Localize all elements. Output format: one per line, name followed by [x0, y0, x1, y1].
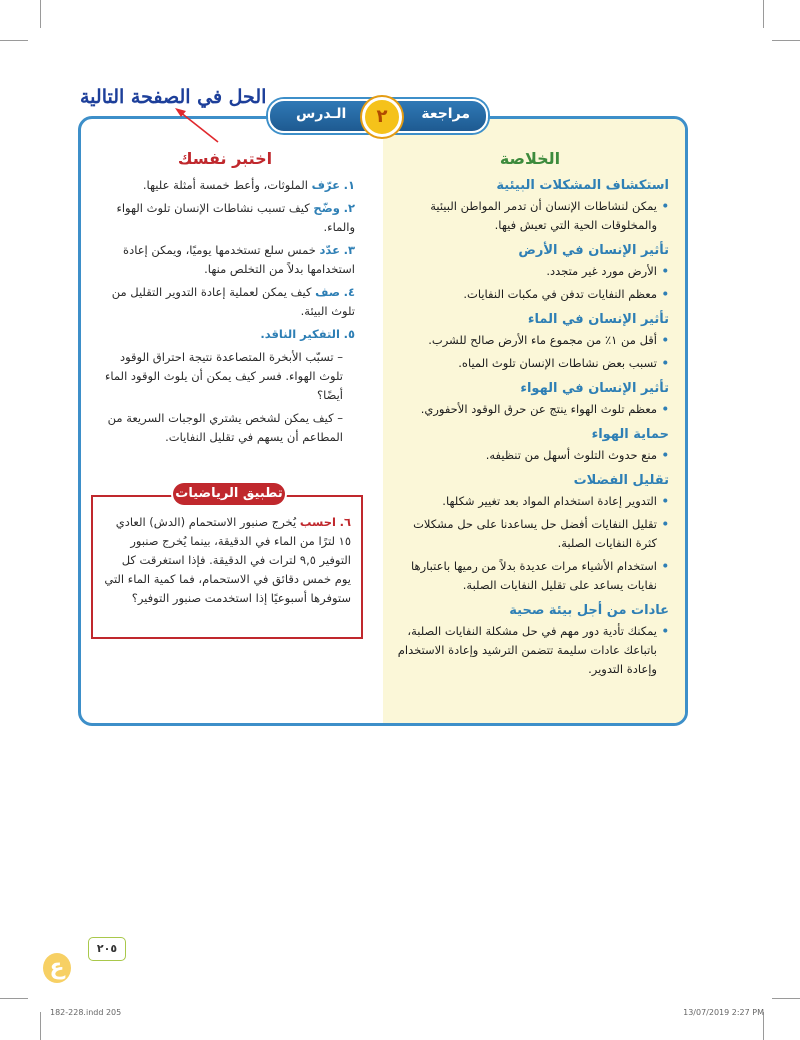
summary-list: [391, 197, 669, 235]
bullet-icon: •: [661, 264, 669, 278]
summary-heading: تأثير الإنسان في الهواء: [520, 381, 669, 396]
crop-mark: [40, 0, 41, 28]
question-keyword: صف: [315, 285, 340, 299]
summary-item-text: معظم تلوث الهواء ينتج عن حرق الوقود الأحفوري.: [420, 402, 657, 416]
summary-title: الخلاصة: [499, 149, 561, 168]
math-number: ٦.: [339, 515, 351, 529]
summary-heading: تأثير الإنسان في الماء: [527, 312, 669, 327]
test-question: [95, 241, 355, 279]
math-keyword: احسب: [299, 515, 336, 529]
summary-item: [391, 285, 669, 304]
summary-item: [391, 446, 669, 465]
bullet-icon: •: [661, 402, 669, 416]
summary-list: [391, 331, 669, 373]
critical-thinking: [95, 348, 355, 447]
summary-item-text: تسبب بعض نشاطات الإنسان تلوث المياه.: [458, 356, 657, 370]
crop-mark: [772, 998, 800, 999]
question-number: ٤.: [343, 285, 355, 299]
test-column: [95, 149, 355, 451]
lesson-number: ٢: [362, 97, 402, 137]
test-title: اختبر نفسك: [177, 149, 273, 168]
summary-item: [391, 354, 669, 373]
question-keyword: وضّح: [313, 201, 340, 215]
summary-item-text: تقليل النفايات أفضل حل يساعدنا على حل مشكلات كثرة النفايات الصلبة.: [413, 517, 657, 550]
question-text: الملوثات، وأعط خمسة أمثلة عليها.: [142, 178, 312, 192]
question-text: كيف تسبب نشاطات الإنسان تلوث الهواء والماء.: [116, 201, 355, 234]
summary-item: [391, 492, 669, 511]
crop-mark: [772, 40, 800, 41]
test-question: [95, 325, 355, 344]
critical-question: – تسبّب الأبخرة المتصاعدة نتيجة احتراق الوقود تلوث الهواء. فسر كيف يمكن أن يلوث الوقود الماء أيضًا؟: [105, 350, 343, 402]
bullet-icon: •: [661, 287, 669, 301]
solution-note: الحل في الصفحة التالية: [80, 86, 267, 108]
critical-question: – كيف يمكن لشخص يشتري الوجبات السريعة من المطاعم أن يسهم في تقليل النفايات.: [107, 411, 343, 444]
bullet-icon: •: [661, 517, 669, 531]
review-label: مراجعة: [421, 106, 470, 122]
question-text: خمس سلع تستخدمها يوميًا، ويمكن إعادة استخدامها بدلاً من التخلص منها.: [123, 243, 355, 276]
crop-mark: [0, 40, 28, 41]
bullet-icon: •: [661, 448, 669, 462]
question-keyword: عدّد: [319, 243, 340, 257]
test-question: [95, 283, 355, 321]
page-number: ٢٠٥: [88, 937, 126, 961]
summary-item-text: أقل من ١٪ من مجموع ماء الأرض صالح للشرب.: [428, 333, 657, 347]
test-question: [95, 176, 355, 195]
summary-sections: [391, 176, 669, 679]
publisher-logo-icon: ع: [43, 953, 71, 983]
math-text: يُخرج صنبور الاستحمام (الدش) العادي ١٥ لترًا من الماء في الدقيقة، بينما يُخرج صنبور التوفير ٩,٥ لترات في الدقيقة. فإذا استغرقت كل يوم خمس دقائق في الاستحمام، فما كمية الماء التي ستوفرها أسبوعيًا إذا استخدمت صنبور التوفير؟: [104, 515, 351, 605]
question-number: ٢.: [343, 201, 355, 215]
summary-item-text: يمكنك تأدية دور مهم في حل مشكلة النفايات الصلبة، باتباعك عادات سليمة تتضمن الترشيد وإعادة الاستخدام وإعادة التدوير.: [397, 624, 657, 676]
summary-item: [391, 515, 669, 553]
question-number: ٥.: [343, 327, 355, 341]
footer-date: 13/07/2019 2:27 PM: [683, 1008, 764, 1017]
question-number: ٣.: [343, 243, 355, 257]
summary-item-text: الأرض مورد غير متجدد.: [546, 264, 657, 278]
summary-heading: حماية الهواء: [591, 427, 669, 442]
bullet-icon: •: [661, 494, 669, 508]
summary-list: [391, 262, 669, 304]
summary-list: [391, 446, 669, 465]
question-keyword: التفكير الناقد.: [260, 327, 340, 341]
bullet-icon: •: [661, 559, 669, 573]
summary-item: [391, 331, 669, 350]
bullet-icon: •: [661, 199, 669, 213]
math-application-box: [91, 486, 363, 639]
summary-item-text: معظم النفايات تدفن في مكبات النفايات.: [463, 287, 657, 301]
summary-heading: عادات من أجل بيئة صحية: [509, 603, 669, 618]
lesson-review-badge: [268, 99, 488, 133]
summary-item-text: التدوير إعادة استخدام المواد بعد تغيير شكلها.: [442, 494, 657, 508]
summary-heading: تقليل الفضلات: [573, 473, 669, 488]
summary-item: [391, 400, 669, 419]
summary-item-text: يمكن لنشاطات الإنسان أن تدمر المواطن البيئية والمخلوقات الحية التي تعيش فيها.: [430, 199, 657, 232]
summary-item: [391, 557, 669, 595]
math-question: [103, 513, 351, 608]
review-panel: [78, 116, 688, 726]
summary-column: [391, 149, 669, 683]
question-number: ١.: [343, 178, 355, 192]
summary-item-text: استخدام الأشياء مرات عديدة بدلاً من رميها باعتبارها نفايات يساعد على تقليل النفايات الصلبة.: [411, 559, 657, 592]
question-text: كيف يمكن لعملية إعادة التدوير التقليل من تلوث البيئة.: [111, 285, 355, 318]
summary-heading: تأثير الإنسان في الأرض: [518, 243, 669, 258]
bullet-icon: •: [661, 356, 669, 370]
test-question: [95, 199, 355, 237]
summary-item-text: منع حدوث التلوث أسهل من تنظيفه.: [485, 448, 657, 462]
crop-mark: [763, 0, 764, 28]
bullet-icon: •: [661, 333, 669, 347]
summary-item: [391, 262, 669, 281]
summary-list: [391, 400, 669, 419]
test-questions: [95, 176, 355, 344]
math-title: تطبيق الرياضيات: [173, 483, 285, 505]
summary-item: [391, 197, 669, 235]
summary-list: [391, 492, 669, 595]
lesson-label: الـدرس: [296, 106, 347, 122]
crop-mark: [0, 998, 28, 999]
summary-list: [391, 622, 669, 679]
summary-item: [391, 622, 669, 679]
crop-mark: [40, 1012, 41, 1040]
question-keyword: عرّف: [311, 178, 340, 192]
summary-heading: استكشاف المشكلات البيئية: [496, 178, 669, 193]
bullet-icon: •: [661, 624, 669, 638]
footer-file: 182-228.indd 205: [50, 1008, 122, 1017]
